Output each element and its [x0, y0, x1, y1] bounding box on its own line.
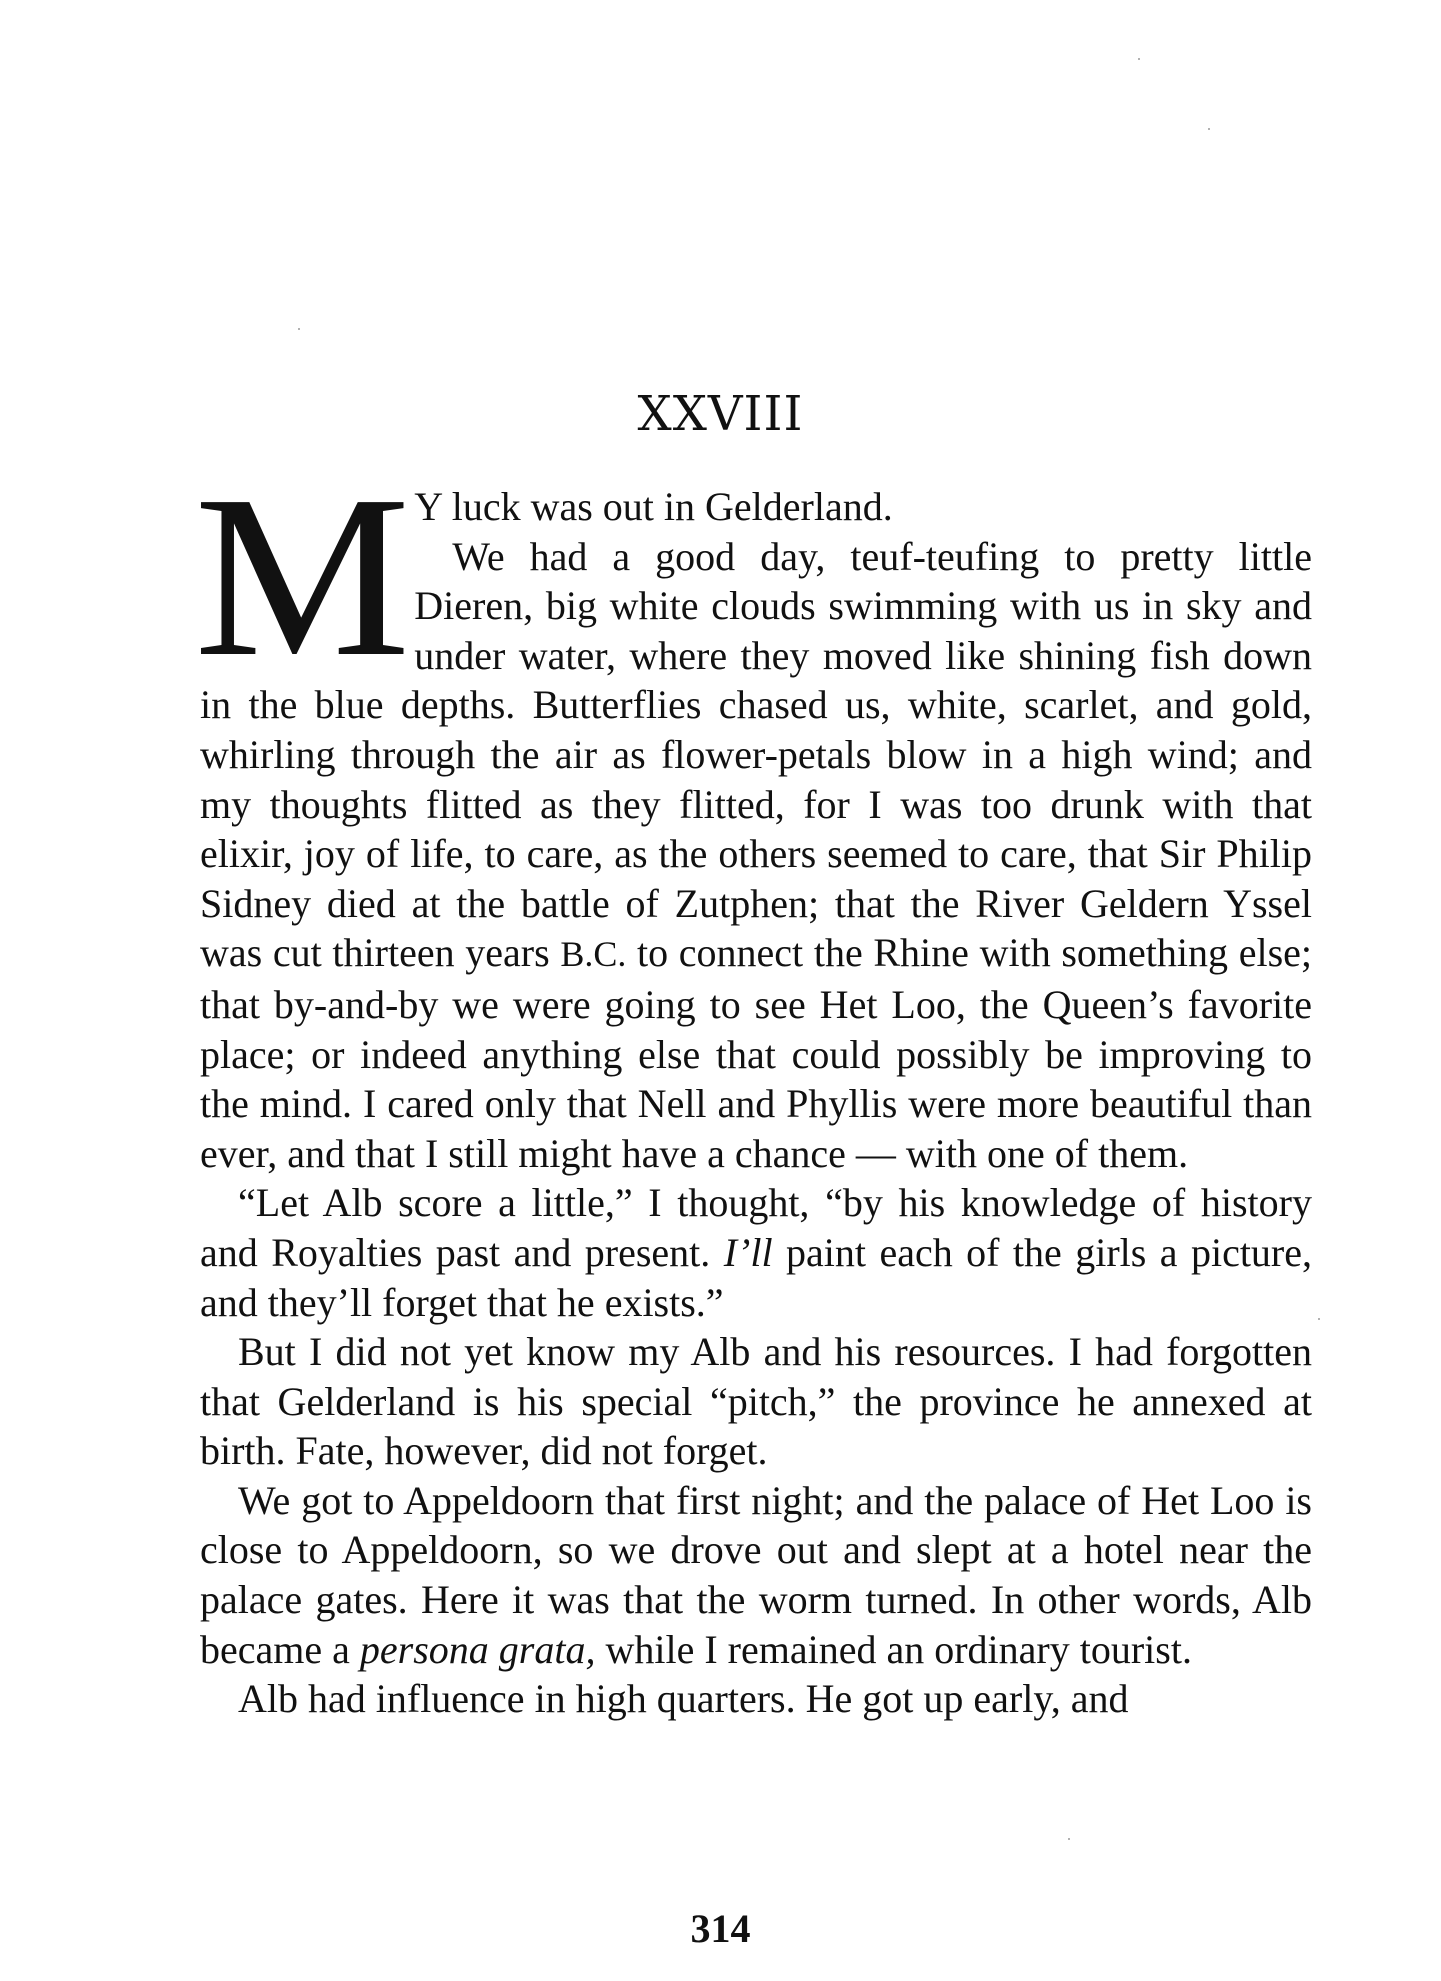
chapter-heading: XXVIII	[637, 386, 804, 442]
paragraph-5-text-a: We got to Appeldoorn that first night; and the palace of Het Loo is close to Appeldoorn, so we drove out and slept at a hotel near the palace gates. Here it was that the worm turned. In other words, Alb became a	[200, 1477, 1312, 1672]
opening-line: Y luck was out in Gelderland.	[414, 484, 893, 529]
paper-speck	[1138, 58, 1140, 60]
paragraph-3-text-b: paint each of the girls a picture, and they’ll forget that he exists.”	[200, 1229, 1313, 1325]
paragraph-3-emphasis: I’ll	[723, 1229, 773, 1275]
paragraph-2-text: We had a good day, teuf-teufing to pretty little Dieren, big white clouds swimming with us in sky and under water, where they moved like shining fish down in the blue depths. Butterflies chased us, white, scarlet, and gold, whirling through the air as flower-petals blow in a high wind; and my thoughts flitted as they flitted, for I was too drunk with that elixir, joy of life, to care, as the others seemed to care, that Sir Philip Sidney died at the battle of Zutphen; that the River Geldern Yssel was cut thirteen years	[200, 533, 1312, 976]
paper-speck	[1068, 1838, 1070, 1840]
paragraph-opening	[194, 448, 1312, 705]
body-text	[194, 448, 1313, 1724]
paragraph-2-rest: to connect the Rhine with something else; that by-and-by we were going to see Het Loo, the Queen’s favorite place; or indeed anything else that could possibly be improving to the mind. I cared only that Nell and Phyllis were more beautiful than ever, and that I still might have a chance — with one of them.	[200, 930, 1312, 1176]
paper-speck	[298, 328, 300, 330]
paragraph-4: But I did not yet know my Alb and his resources. I had forgotten that Gelderland is his special “pitch,” the province he annexed at birth. Fate, however, did not forget.	[200, 1329, 1312, 1474]
paragraph-5	[200, 1476, 1312, 1674]
bc-abbreviation: B.C.	[560, 934, 627, 975]
drop-cap: M	[194, 448, 411, 705]
page-number: 314	[690, 1906, 751, 1951]
paper-speck	[1208, 128, 1210, 130]
paper-speck	[1318, 1318, 1320, 1320]
paragraph-6: Alb had influence in high quarters. He got up early, and	[238, 1676, 1129, 1722]
paragraph-3-text-a: “Let Alb score a little,” I thought, “by his knowledge of history and Royalties past and present.	[200, 1180, 1312, 1275]
paragraph-5-emphasis: persona grata,	[359, 1626, 596, 1672]
paragraph-5-text-b: while I remained an ordinary tourist.	[605, 1626, 1192, 1672]
paragraph-3	[200, 1178, 1312, 1327]
